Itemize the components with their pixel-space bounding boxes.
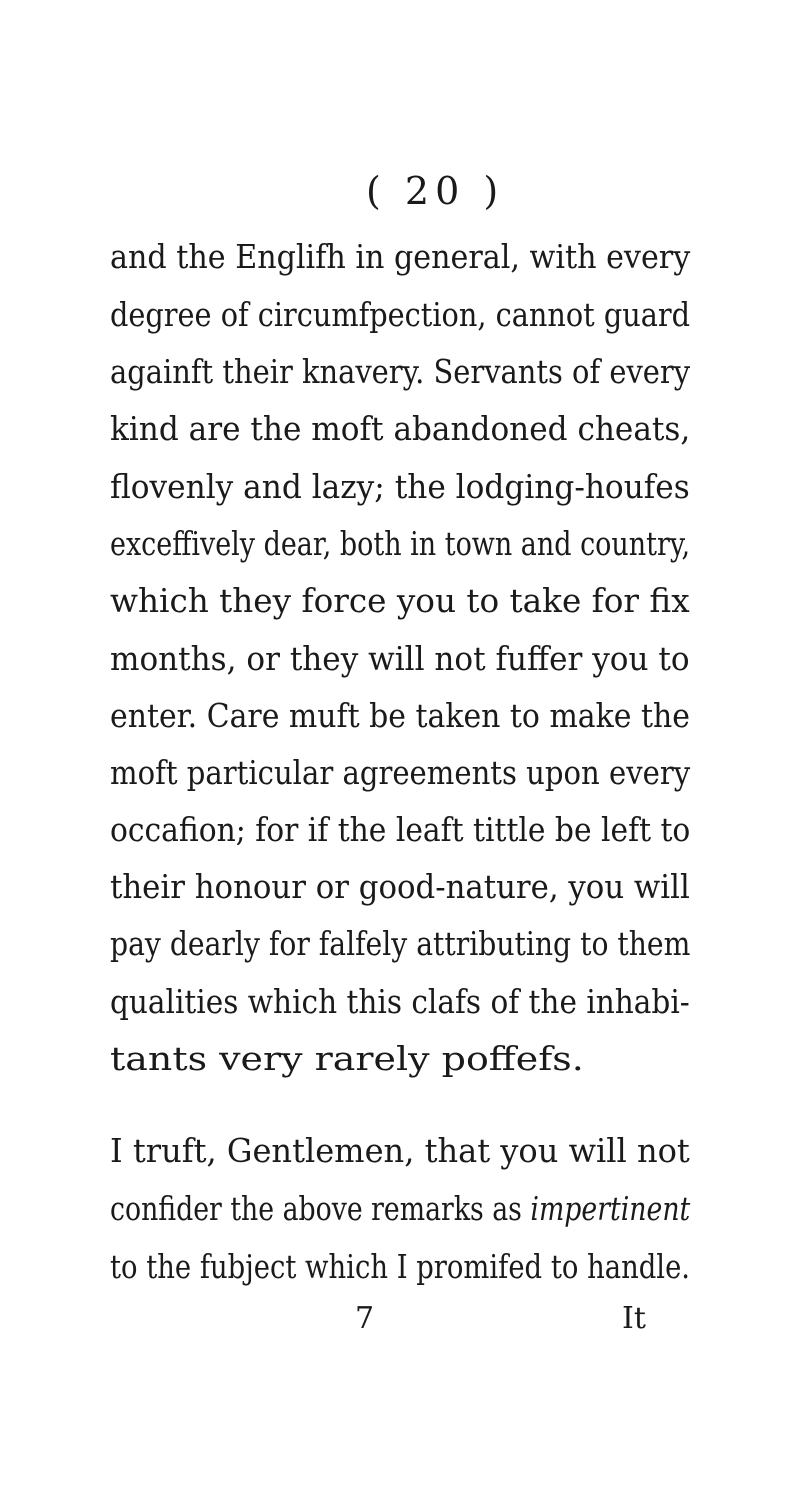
text-line-14: qualities which this clafs of the inhabi- [110, 982, 690, 1021]
paragraph-2-line-1: I truft, Gentlemen, that you will not [110, 1131, 690, 1170]
paragraph-2-line-2 [110, 1189, 691, 1228]
text-line-9: enter. Care muft be taken to make the [110, 696, 690, 735]
text-line-6: exceffively dear, both in town and country, [110, 524, 691, 563]
text-line-12: their honour or good-nature, you will [110, 867, 690, 906]
text-line-15: tants very rarely poffefs. [110, 1039, 584, 1078]
text-line-11: occafion; for if the leaft tittle be left to [110, 810, 691, 849]
text-line-3: againft their knavery. Servants of every [110, 352, 691, 391]
paragraph-2-line-2-text: confider the above remarks as [110, 1189, 522, 1228]
text-line-1: and the Englifh in general, with every [110, 237, 691, 276]
text-line-2: degree of circumfpection, cannot guard [110, 295, 691, 334]
text-line-8: months, or they will not fuffer you to [110, 639, 690, 678]
text-line-7: which they force you to take for fix [110, 581, 690, 620]
text-line-13: pay dearly for falfely attributing to them [110, 924, 691, 963]
text-line-5: flovenly and lazy; the lodging-houfes [110, 467, 690, 506]
page-number: ( 20 ) [366, 169, 505, 213]
text-line-10: moft particular agreements upon every [110, 753, 691, 792]
text-line-4: kind are the moft abandoned cheats, [110, 409, 691, 448]
italic-word: impertinent [530, 1189, 691, 1228]
paragraph-2-line-3: to the fubject which I promifed to handle. [110, 1247, 691, 1286]
catchword: It [622, 1301, 646, 1336]
signature-mark: 7 [355, 1301, 375, 1336]
